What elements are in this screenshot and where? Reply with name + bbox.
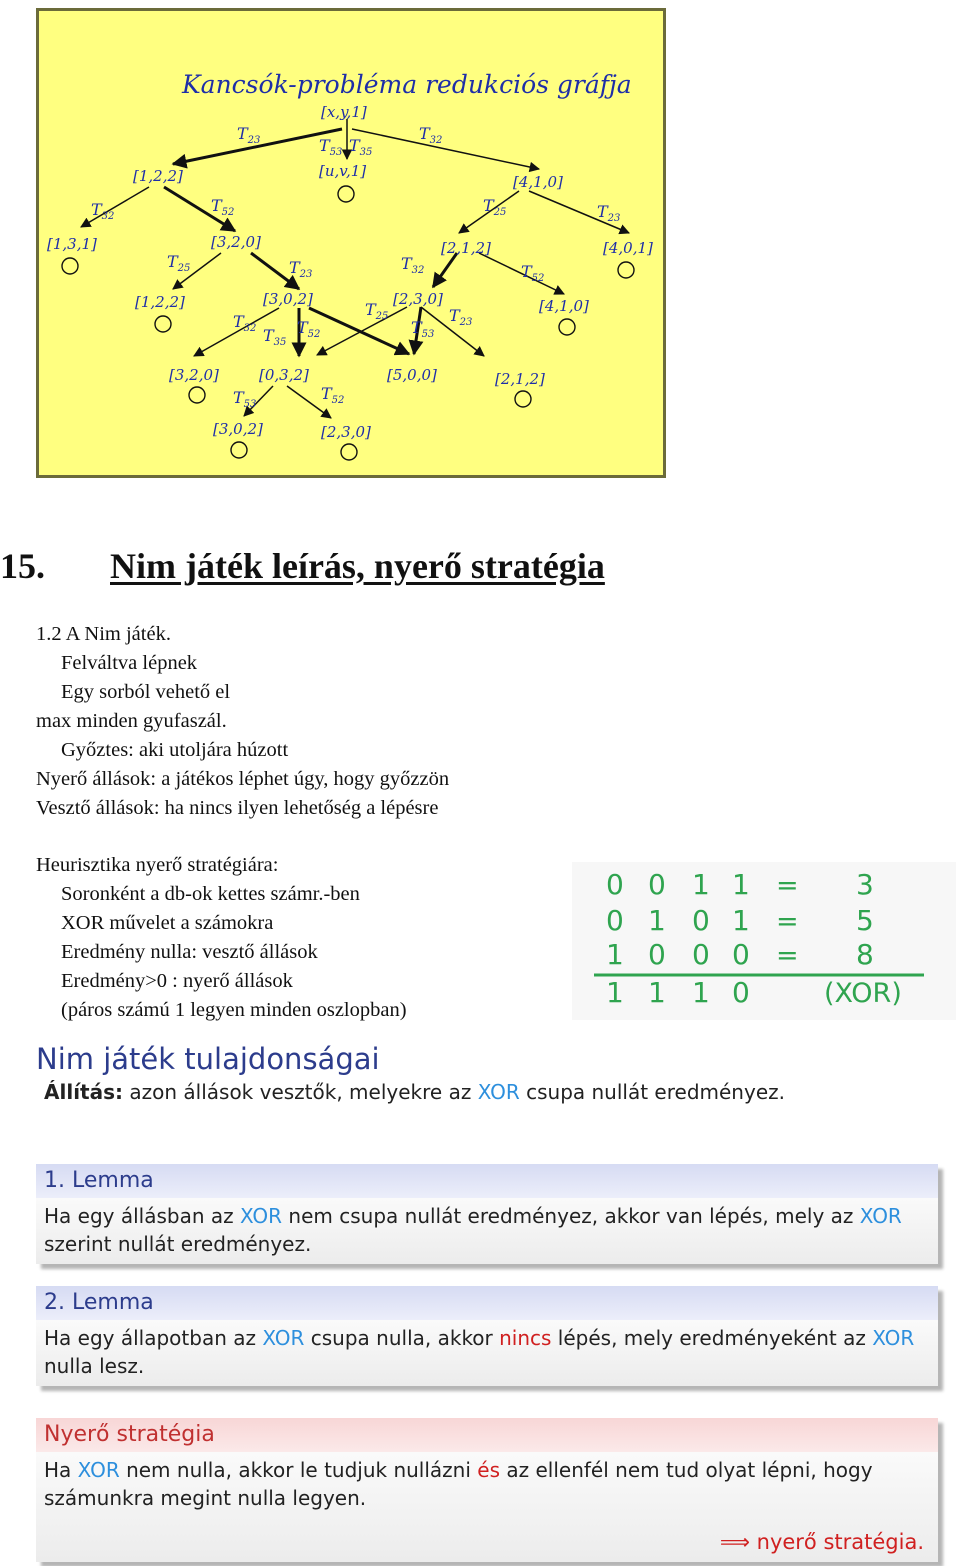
xor-result-row <box>606 976 902 1009</box>
xor-term: XOR <box>477 1080 520 1104</box>
text-line: Felváltva lépnek <box>61 652 198 674</box>
node-3-0-2-b: [3,0,2] <box>213 420 263 438</box>
bit: 1 <box>606 938 624 971</box>
lemma-2-body: Ha egy állapotban az XOR csupa nulla, akkor nincs lépés, mely eredményeként az XOR nulla lesz. <box>36 1320 938 1386</box>
node-root: [x,y,1] <box>321 103 367 121</box>
text-line: Vesztő állások: ha nincs ilyen lehetőség a lépésre <box>36 797 439 819</box>
bit: 0 <box>732 976 750 1009</box>
node-5-0-0: [5,0,0] <box>387 366 437 384</box>
node-3-0-2: [3,0,2] <box>263 290 313 308</box>
bit: 0 <box>606 868 624 901</box>
node-1-3-1: [1,3,1] <box>47 235 97 253</box>
xor-term: XOR <box>262 1326 305 1350</box>
lemma-1-heading: 1. Lemma <box>36 1164 938 1198</box>
node-4-1-0-b: [4,1,0] <box>539 297 589 315</box>
claim <box>44 1078 844 1106</box>
node-4-1-0: [4,1,0] <box>513 173 563 191</box>
bit: 0 <box>692 938 710 971</box>
lemma-2-box <box>36 1286 938 1386</box>
node-3-2-0-b: [3,2,0] <box>169 366 219 384</box>
equals: = <box>776 870 799 901</box>
node-1-2-2-b: [1,2,2] <box>135 293 185 311</box>
winning-strategy-box <box>36 1418 938 1562</box>
xor-table-drawing <box>572 862 956 1020</box>
bit: 1 <box>648 976 666 1009</box>
leaf-node <box>559 319 575 335</box>
node-2-1-2-b: [2,1,2] <box>495 370 545 388</box>
text-line: XOR művelet a számokra <box>61 912 274 934</box>
edge-label: $T_{25}$ <box>483 196 507 218</box>
claim-text: azon állások vesztők, melyekre az <box>123 1080 478 1104</box>
edge-label: $T_{35}$ <box>349 136 373 158</box>
reduction-graph-panel <box>36 8 666 478</box>
equals: = <box>776 940 799 971</box>
strategy-heading: Nyerő stratégia <box>36 1418 938 1452</box>
node-0-3-2: [0,3,2] <box>259 366 309 384</box>
bit: 0 <box>648 868 666 901</box>
equals: = <box>776 906 799 937</box>
node-2-3-0: [2,3,0] <box>393 290 443 308</box>
bit: 1 <box>692 868 710 901</box>
bit: 0 <box>692 904 710 937</box>
nim-properties-slide <box>36 1042 948 1562</box>
node-4-0-1: [4,0,1] <box>603 239 653 257</box>
text-line: 1.2 A Nim játék. <box>36 623 171 645</box>
bit: 0 <box>606 904 624 937</box>
node-3-2-0: [3,2,0] <box>211 233 261 251</box>
implies-arrow-icon: ⟹ <box>719 1530 750 1554</box>
xor-term: XOR <box>859 1204 902 1228</box>
leaf-node <box>515 391 531 407</box>
xor-term: XOR <box>77 1458 120 1482</box>
claim-text: csupa nullát eredményez. <box>519 1080 785 1104</box>
xor-row <box>606 904 874 937</box>
value: 3 <box>856 868 874 901</box>
leaf-node <box>62 258 78 274</box>
bit: 1 <box>692 976 710 1009</box>
text-line: Győztes: aki utoljára húzott <box>61 739 289 761</box>
edge-label: $T_{52}$ <box>211 196 235 218</box>
emphasis-es: és <box>477 1458 501 1482</box>
edge-label: $T_{32}$ <box>233 312 257 334</box>
edge-label: $T_{53}$ <box>319 136 343 158</box>
text-line: Eredmény nulla: vesztő állások <box>61 941 318 963</box>
text-line: Soronként a db-ok kettes számr.-ben <box>61 883 360 905</box>
edge-label: $T_{32}$ <box>419 124 443 146</box>
xor-row <box>606 868 874 901</box>
leaf-node <box>189 387 205 403</box>
edge-label: $T_{53}$ <box>233 388 257 410</box>
lemma-1-body: Ha egy állásban az XOR nem csupa nullát eredményez, akkor van lépés, mely az XOR szerint nullát eredményez. <box>36 1198 938 1264</box>
section-title: Nim játék leírás, nyerő stratégia <box>110 546 605 586</box>
text-line: (páros számú 1 legyen minden oszlopban) <box>61 999 407 1021</box>
node-u-v-1: [u,v,1] <box>319 162 367 180</box>
edge-label: $T_{32}$ <box>401 254 425 276</box>
strategy-body: Ha XOR nem nulla, akkor le tudjuk nullázni és az ellenfél nem tud olyat lépni, hogy számunkra megint nulla legyen. ⟹ nyerő stratégia. <box>36 1452 938 1562</box>
slide-title: Nim játék tulajdonságai <box>36 1042 380 1076</box>
bit: 1 <box>606 976 624 1009</box>
bit: 1 <box>732 904 750 937</box>
reduction-graph <box>39 11 663 475</box>
text-line: Egy sorból vehető el <box>61 681 231 703</box>
claim-label: Állítás: <box>44 1080 124 1104</box>
bit: 1 <box>732 868 750 901</box>
xor-table <box>572 862 956 1020</box>
bit: 1 <box>648 904 666 937</box>
edge-label: $T_{52}$ <box>521 262 545 284</box>
lemma-2-heading: 2. Lemma <box>36 1286 938 1320</box>
xor-term: XOR <box>240 1204 283 1228</box>
text-line: Eredmény>0 : nyerő állások <box>61 970 293 992</box>
xor-label: (XOR) <box>824 978 902 1009</box>
node-2-3-0-b: [2,3,0] <box>321 423 371 441</box>
node-2-1-2: [2,1,2] <box>441 239 491 257</box>
edge-label: $T_{52}$ <box>321 384 345 406</box>
text-line: Nyerő állások: a játékos léphet úgy, hogy győzzön <box>36 768 450 790</box>
bit: 0 <box>732 938 750 971</box>
leaf-node <box>618 262 634 278</box>
text-line: max minden gyufaszál. <box>36 710 227 732</box>
lemma-1-box <box>36 1164 938 1264</box>
leaf-node <box>338 186 354 202</box>
edge-label: $T_{53}$ <box>411 318 435 340</box>
edge-label: $T_{23}$ <box>597 202 621 224</box>
strategy-conclusion: ⟹ nyerő stratégia. <box>719 1530 924 1554</box>
bit: 0 <box>648 938 666 971</box>
xor-row <box>606 938 874 971</box>
value: 5 <box>856 904 874 937</box>
edge-label: $T_{23}$ <box>449 306 473 328</box>
xor-term: XOR <box>872 1326 915 1350</box>
edge-label: $T_{32}$ <box>91 200 115 222</box>
edge-label: $T_{25}$ <box>167 252 191 274</box>
section-number: 15. <box>0 546 45 586</box>
value: 8 <box>856 938 874 971</box>
edge-label: $T_{23}$ <box>289 258 313 280</box>
edge-label: $T_{35}$ <box>263 326 287 348</box>
emphasis-nincs: nincs <box>499 1326 552 1350</box>
graph-title: Kancsók-probléma redukciós gráfja <box>182 70 632 99</box>
node-1-2-2: [1,2,2] <box>133 167 183 185</box>
edge-label: $T_{23}$ <box>237 124 261 146</box>
leaf-node <box>155 316 171 332</box>
leaf-node <box>231 442 247 458</box>
edge-label: $T_{52}$ <box>297 318 321 340</box>
leaf-node <box>341 444 357 460</box>
text-line: Heurisztika nyerő stratégiára: <box>36 854 279 876</box>
edge-label: $T_{25}$ <box>365 300 389 322</box>
